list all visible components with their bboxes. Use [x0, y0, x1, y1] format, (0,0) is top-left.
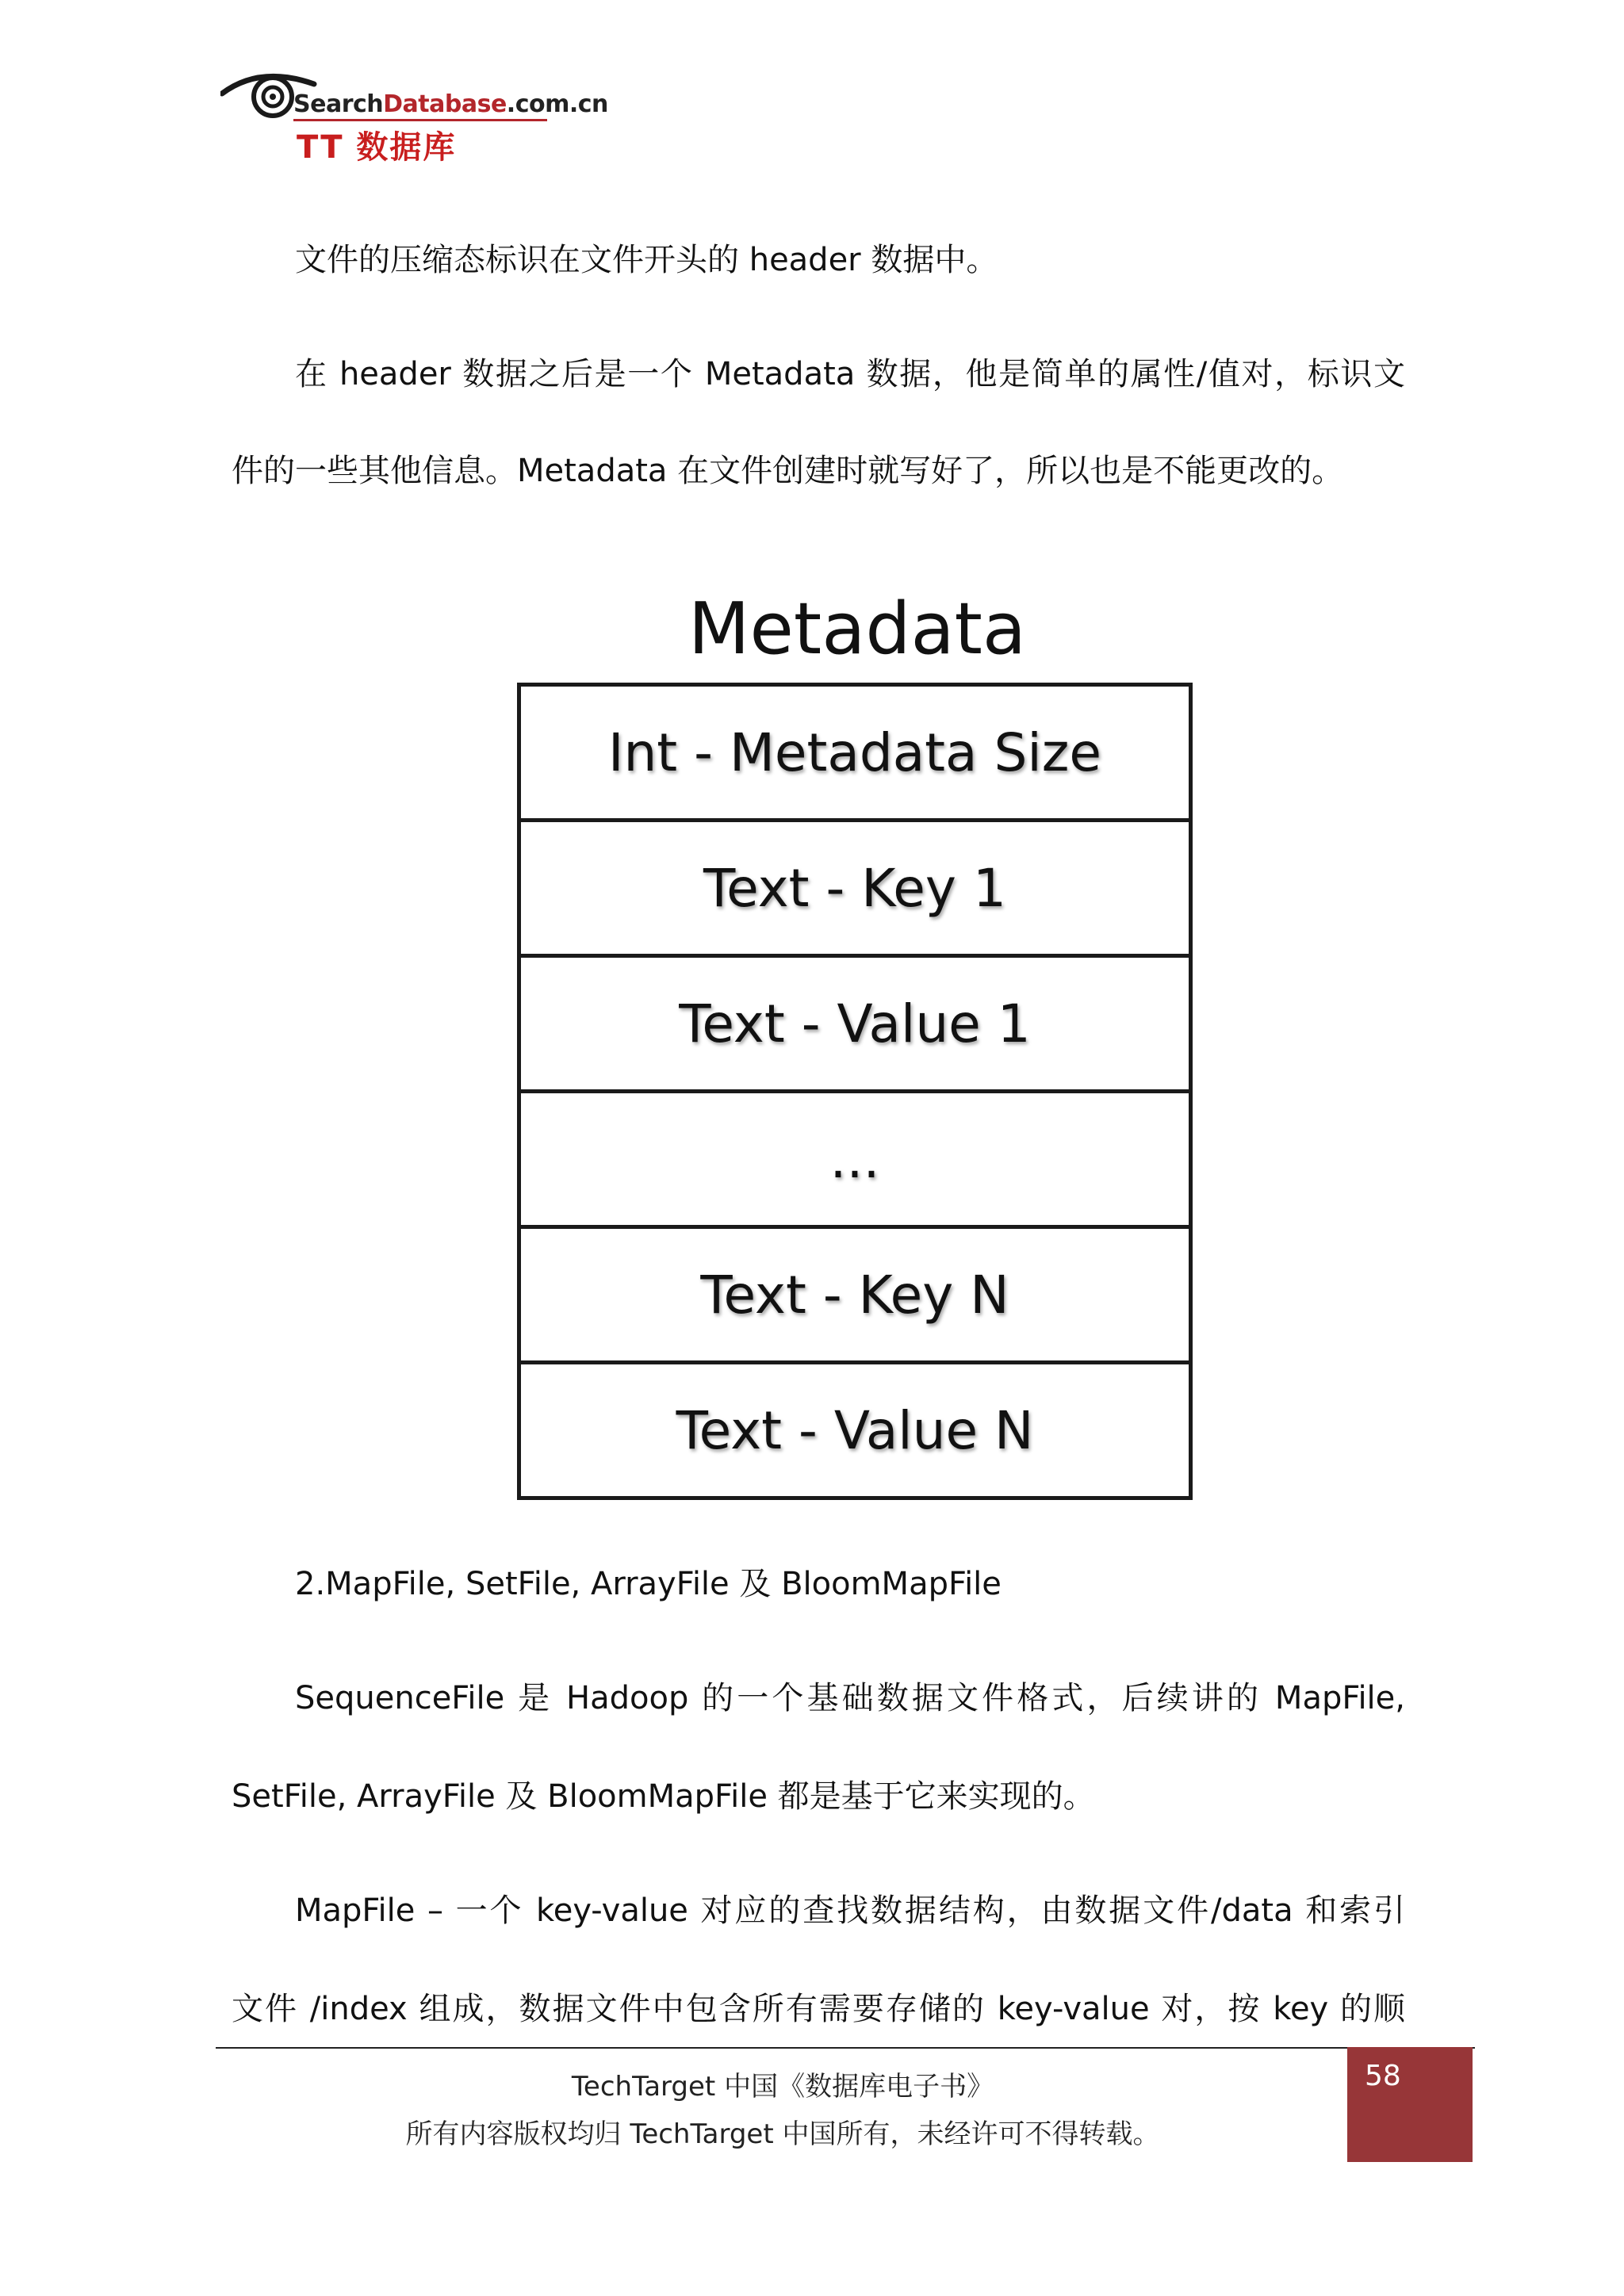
metadata-row-size: Int - Metadata Size	[521, 687, 1189, 822]
logo-site-part3: .com.cn	[506, 90, 608, 118]
metadata-row-key-1: Text - Key 1	[521, 822, 1189, 958]
logo-underline	[293, 119, 547, 121]
paragraph-metadata-line1: 在 header 数据之后是一个 Metadata 数据，他是简单的属性/值对，标识文	[295, 356, 1405, 392]
logo-site-part1: Search	[293, 90, 384, 118]
page-number-badge	[1347, 2047, 1473, 2162]
metadata-structure-table	[517, 683, 1193, 1500]
metadata-row-value-1: Text - Value 1	[521, 958, 1189, 1093]
paragraph-compression-flag: 文件的压缩态标识在文件开头的 header 数据中。	[295, 242, 998, 278]
logo-site-part2: Database	[383, 90, 507, 118]
paragraph-metadata-line2: 件的一些其他信息。Metadata 在文件创建时就写好了，所以也是不能更改的。	[232, 453, 1344, 489]
paragraph-mapfile-line1: MapFile – 一个 key-value 对应的查找数据结构，由数据文件/data 和索引	[295, 1892, 1405, 1929]
paragraph-sequencefile-line1: SequenceFile 是 Hadoop 的一个基础数据文件格式，后续讲的 MapFile,	[295, 1680, 1405, 1716]
metadata-row-key-n: Text - Key N	[521, 1229, 1189, 1364]
logo-site-name	[293, 90, 608, 118]
metadata-row-ellipsis: ...	[521, 1093, 1189, 1229]
paragraph-mapfile-line2: 文件 /index 组成，数据文件中包含所有需要存储的 key-value 对，按 key 的顺	[232, 1991, 1405, 2027]
footer-publication: TechTarget 中国《数据库电子书》	[571, 2071, 994, 2103]
searchdatabase-logo	[220, 68, 608, 166]
metadata-row-value-n: Text - Value N	[676, 1399, 1034, 1461]
diagram-title: Metadata	[688, 587, 1027, 671]
paragraph-sequencefile-line2: SetFile, ArrayFile 及 BloomMapFile 都是基于它来实现的。	[232, 1778, 1095, 1815]
section-heading: 2.MapFile, SetFile, ArrayFile 及 BloomMapFile	[295, 1566, 1002, 1602]
page-number: 58	[1365, 2060, 1401, 2092]
footer-copyright: 所有内容版权均归 TechTarget 中国所有，未经许可不得转载。	[405, 2118, 1160, 2150]
footer-divider	[216, 2047, 1475, 2049]
logo-tagline: TT 数据库	[297, 129, 457, 166]
